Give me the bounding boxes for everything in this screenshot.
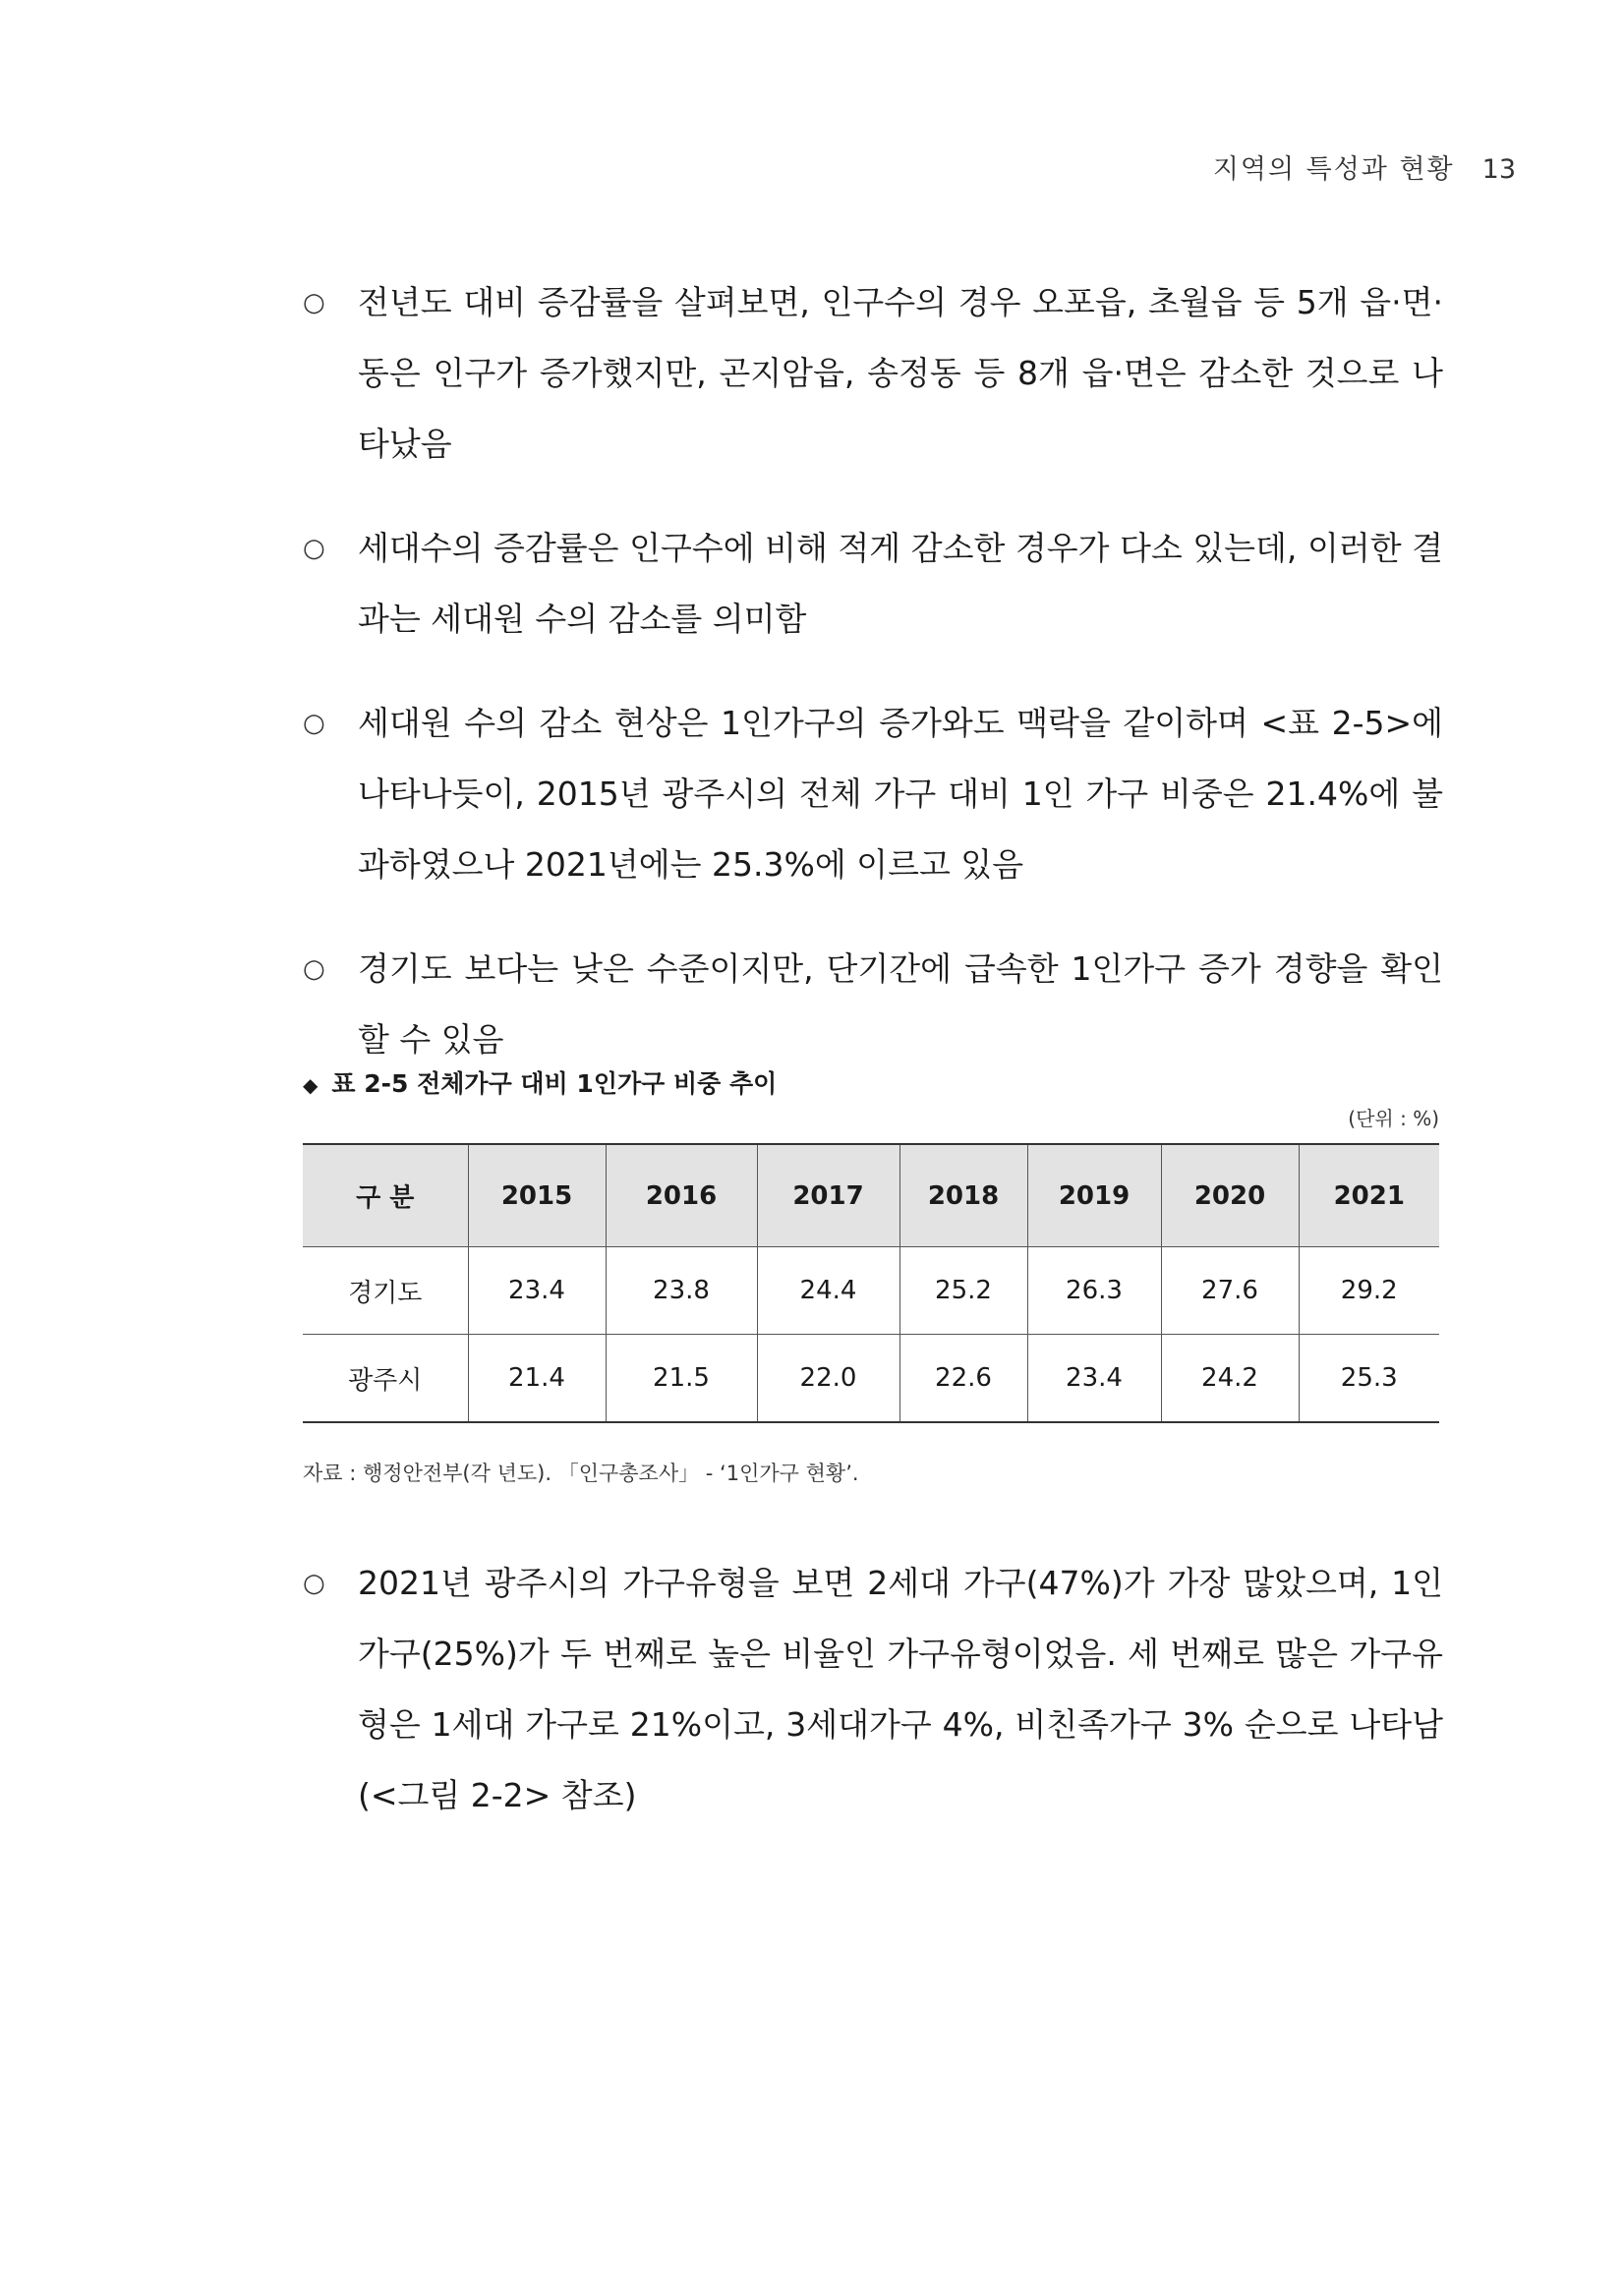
table-cell: 27.6 — [1161, 1247, 1299, 1335]
running-header — [1213, 147, 1516, 186]
circle-bullet-icon: ○ — [303, 288, 325, 317]
circle-bullet-icon: ○ — [303, 534, 325, 563]
table-row — [303, 1335, 1439, 1423]
table-cell: 21.4 — [468, 1335, 606, 1423]
table-cell: 24.4 — [757, 1247, 899, 1335]
diamond-icon: ◆ — [303, 1073, 319, 1097]
table-cell: 26.3 — [1027, 1247, 1161, 1335]
table-cell: 25.3 — [1299, 1335, 1439, 1423]
page-number: 13 — [1481, 154, 1516, 185]
column-header: 2016 — [606, 1144, 757, 1247]
column-header: 2015 — [468, 1144, 606, 1247]
table-cell: 21.5 — [606, 1335, 757, 1423]
table-header-row — [303, 1144, 1439, 1247]
table-caption-text: 표 2-5 전체가구 대비 1인가구 비중 추이 — [331, 1069, 778, 1098]
table-cell: 경기도 — [303, 1247, 468, 1335]
circle-bullet-icon: ○ — [303, 954, 325, 984]
bullet-group-top — [303, 267, 1443, 1075]
table-cell: 23.8 — [606, 1247, 757, 1335]
bullet-item — [303, 1548, 1443, 1831]
bullet-item — [303, 267, 1443, 480]
bullet-text: 경기도 보다는 낮은 수준이지만, 단기간에 급속한 1인가구 증가 경향을 확인할 수 있음 — [358, 949, 1443, 1059]
header-title: 지역의 특성과 현황 — [1212, 154, 1455, 185]
bullet-group-bottom — [303, 1548, 1443, 1831]
table-unit: (단위 : %) — [1348, 1107, 1439, 1130]
table-cell: 22.6 — [899, 1335, 1027, 1423]
circle-bullet-icon: ○ — [303, 709, 325, 738]
table-cell: 23.4 — [1027, 1335, 1161, 1423]
table-cell: 23.4 — [468, 1247, 606, 1335]
column-header: 2019 — [1027, 1144, 1161, 1247]
column-header: 2020 — [1161, 1144, 1299, 1247]
bullet-text: 2021년 광주시의 가구유형을 보면 2세대 가구(47%)가 가장 많았으며, 1인 가구(25%)가 두 번째로 높은 비율인 가구유형이었음. 세 번째로 많은 가구유형은 1세대 가구로 21%이고, 3세대가구 4%, 비친족가구 3% 순으로 나타남(<그림 2-2> 참조) — [358, 1564, 1443, 1814]
table-cell: 25.2 — [899, 1247, 1027, 1335]
circle-bullet-icon: ○ — [303, 1569, 325, 1598]
table-caption — [303, 1064, 777, 1100]
table-cell: 29.2 — [1299, 1247, 1439, 1335]
bullet-text: 세대수의 증감률은 인구수에 비해 적게 감소한 경우가 다소 있는데, 이러한 결과는 세대원 수의 감소를 의미함 — [358, 529, 1443, 638]
table-cell: 22.0 — [757, 1335, 899, 1423]
table-cell: 광주시 — [303, 1335, 468, 1423]
column-header: 2018 — [899, 1144, 1027, 1247]
data-table — [303, 1143, 1439, 1423]
column-header: 구 분 — [303, 1144, 468, 1247]
table-row — [303, 1247, 1439, 1335]
column-header: 2021 — [1299, 1144, 1439, 1247]
column-header: 2017 — [757, 1144, 899, 1247]
table-cell: 24.2 — [1161, 1335, 1299, 1423]
table-source: 자료 : 행정안전부(각 년도). 「인구총조사」 - ‘1인가구 현황’. — [303, 1462, 859, 1485]
bullet-item — [303, 513, 1443, 655]
bullet-text: 세대원 수의 감소 현상은 1인가구의 증가와도 맥락을 같이하며 <표 2-5>에 나타나듯이, 2015년 광주시의 전체 가구 대비 1인 가구 비중은 21.4%에 불과하였으나 2021년에는 25.3%에 이르고 있음 — [358, 704, 1443, 884]
bullet-text: 전년도 대비 증감률을 살펴보면, 인구수의 경우 오포읍, 초월읍 등 5개 읍·면·동은 인구가 증가했지만, 곤지암읍, 송정동 등 8개 읍·면은 감소한 것으로 나타났음 — [358, 283, 1443, 463]
bullet-item — [303, 688, 1443, 900]
bullet-item — [303, 934, 1443, 1075]
